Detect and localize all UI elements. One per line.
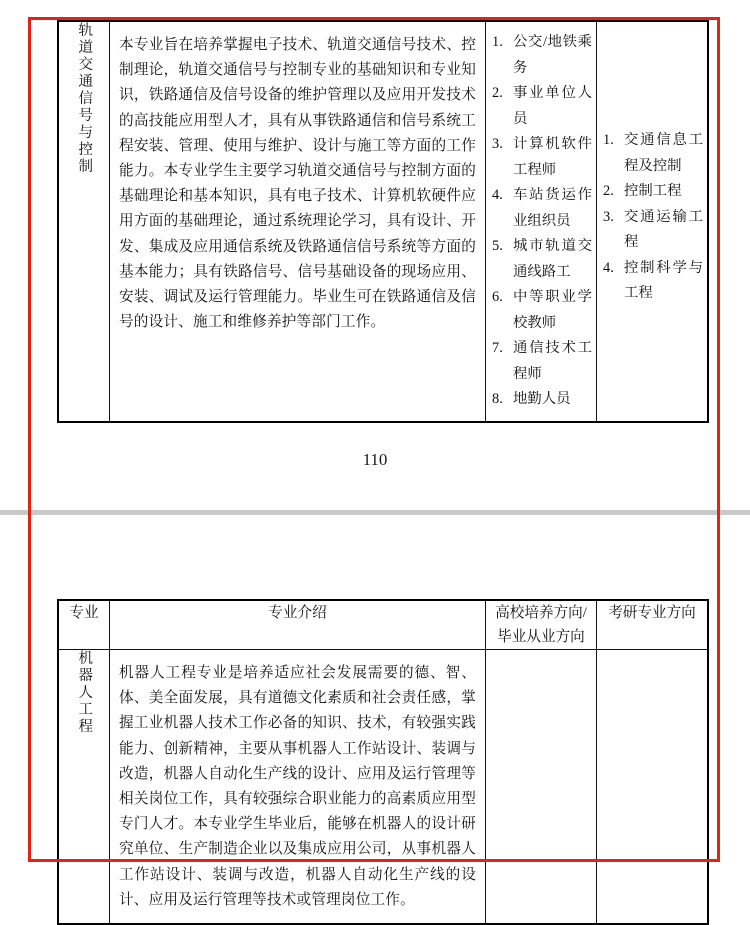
header-career xyxy=(486,600,597,650)
majors-table-continued xyxy=(57,20,709,423)
list-item: 地勤人员 xyxy=(513,391,571,407)
table-row xyxy=(58,650,708,925)
major-description-cell xyxy=(110,21,486,422)
majors-table xyxy=(57,599,709,925)
list-item: 控制工程 xyxy=(624,183,682,199)
graduate-directions-list xyxy=(597,650,707,658)
graduate-directions-wrapper xyxy=(597,22,707,421)
major-description-text: 机器人工程专业是培养适应社会发展需要的德、智、体、美全面发展，具有道德文化素质和社会责任感，掌握工业机器人技术工作必备的知识、技术，有较强实践能力、创新精神，主要从事机器人工作站设计、装调与改造，机器人自动化生产线的设计、应用及运行管理等相关岗位工作，具有较强综合职业能力的高素质应用型专门人才。本专业学生毕业后，能够在机器人的设计研究单位、生产制造企业以及集成应用公司，从事机器人工作站设计、装调与改造，机器人自动化生产线的设计、应用及运行管理等技术或管理岗位工作。 xyxy=(119,665,476,908)
list-item: 通信技术工程师 xyxy=(513,340,592,382)
major-name-cell xyxy=(58,650,110,925)
graduate-directions-list xyxy=(597,128,707,315)
major-description-cell xyxy=(110,650,486,925)
list-item: 城市轨道交通线路工 xyxy=(513,238,592,280)
list-item: 事业单位人员 xyxy=(513,85,592,127)
list-item: 公交/地铁乘务 xyxy=(513,34,592,76)
graduate-directions-cell xyxy=(597,650,709,925)
list-item: 控制科学与工程 xyxy=(624,259,703,301)
list-item: 交通运输工程 xyxy=(624,208,703,250)
header-description: 专业介绍 xyxy=(110,600,486,650)
list-item: 中等职业学校教师 xyxy=(513,289,592,331)
list-item: 交通信息工程及控制 xyxy=(624,132,703,174)
table-row xyxy=(58,21,708,422)
career-directions-list xyxy=(486,22,596,421)
major-name-vertical: 轨道交通信号与控制 xyxy=(76,22,93,175)
header-graduate: 考研专业方向 xyxy=(597,600,709,650)
major-description-text: 本专业旨在培养掌握电子技术、轨道交通信号技术、控制理论，轨道交通信号与控制专业的基础知识和专业知识，铁路通信及信号设备的维护管理以及应用开发技术的高技能应用型人才，具有从事铁路通信和信号系统工程安装、管理、使用与维护、设计与施工等方面的工作能力。本专业学生主要学习轨道交通信号与控制方面的基础理论和基本知识，具有电子技术、计算机软硬件应用方面的基础理论，通过系统理论学习，具有设计、开发、集成及应用通信系统及铁路通信信号系统等方面的基本能力；具有铁路信号、信号基础设备的现场应用、安装、调试及运行管理能力。毕业生可在铁路通信及信号的设计、施工和维修养护等部门工作。 xyxy=(119,37,476,331)
list-item: 计算机软件工程师 xyxy=(513,136,592,178)
page-separator xyxy=(0,510,750,515)
career-directions-list xyxy=(486,650,596,666)
page-number: 110 xyxy=(362,450,388,469)
major-name-vertical: 机器人工程 xyxy=(76,650,93,735)
table-header-row xyxy=(58,600,708,650)
major-name-cell xyxy=(58,21,110,422)
header-career-line2: 毕业从业方向 xyxy=(497,629,585,645)
header-career-line1: 高校培养方向/ xyxy=(495,605,587,621)
career-directions-cell xyxy=(486,650,597,925)
career-directions-cell xyxy=(486,21,597,422)
graduate-directions-cell xyxy=(597,21,709,422)
header-major: 专业 xyxy=(58,600,110,650)
document-page-bottom xyxy=(0,515,750,908)
list-item: 车站货运作业组织员 xyxy=(513,187,592,229)
